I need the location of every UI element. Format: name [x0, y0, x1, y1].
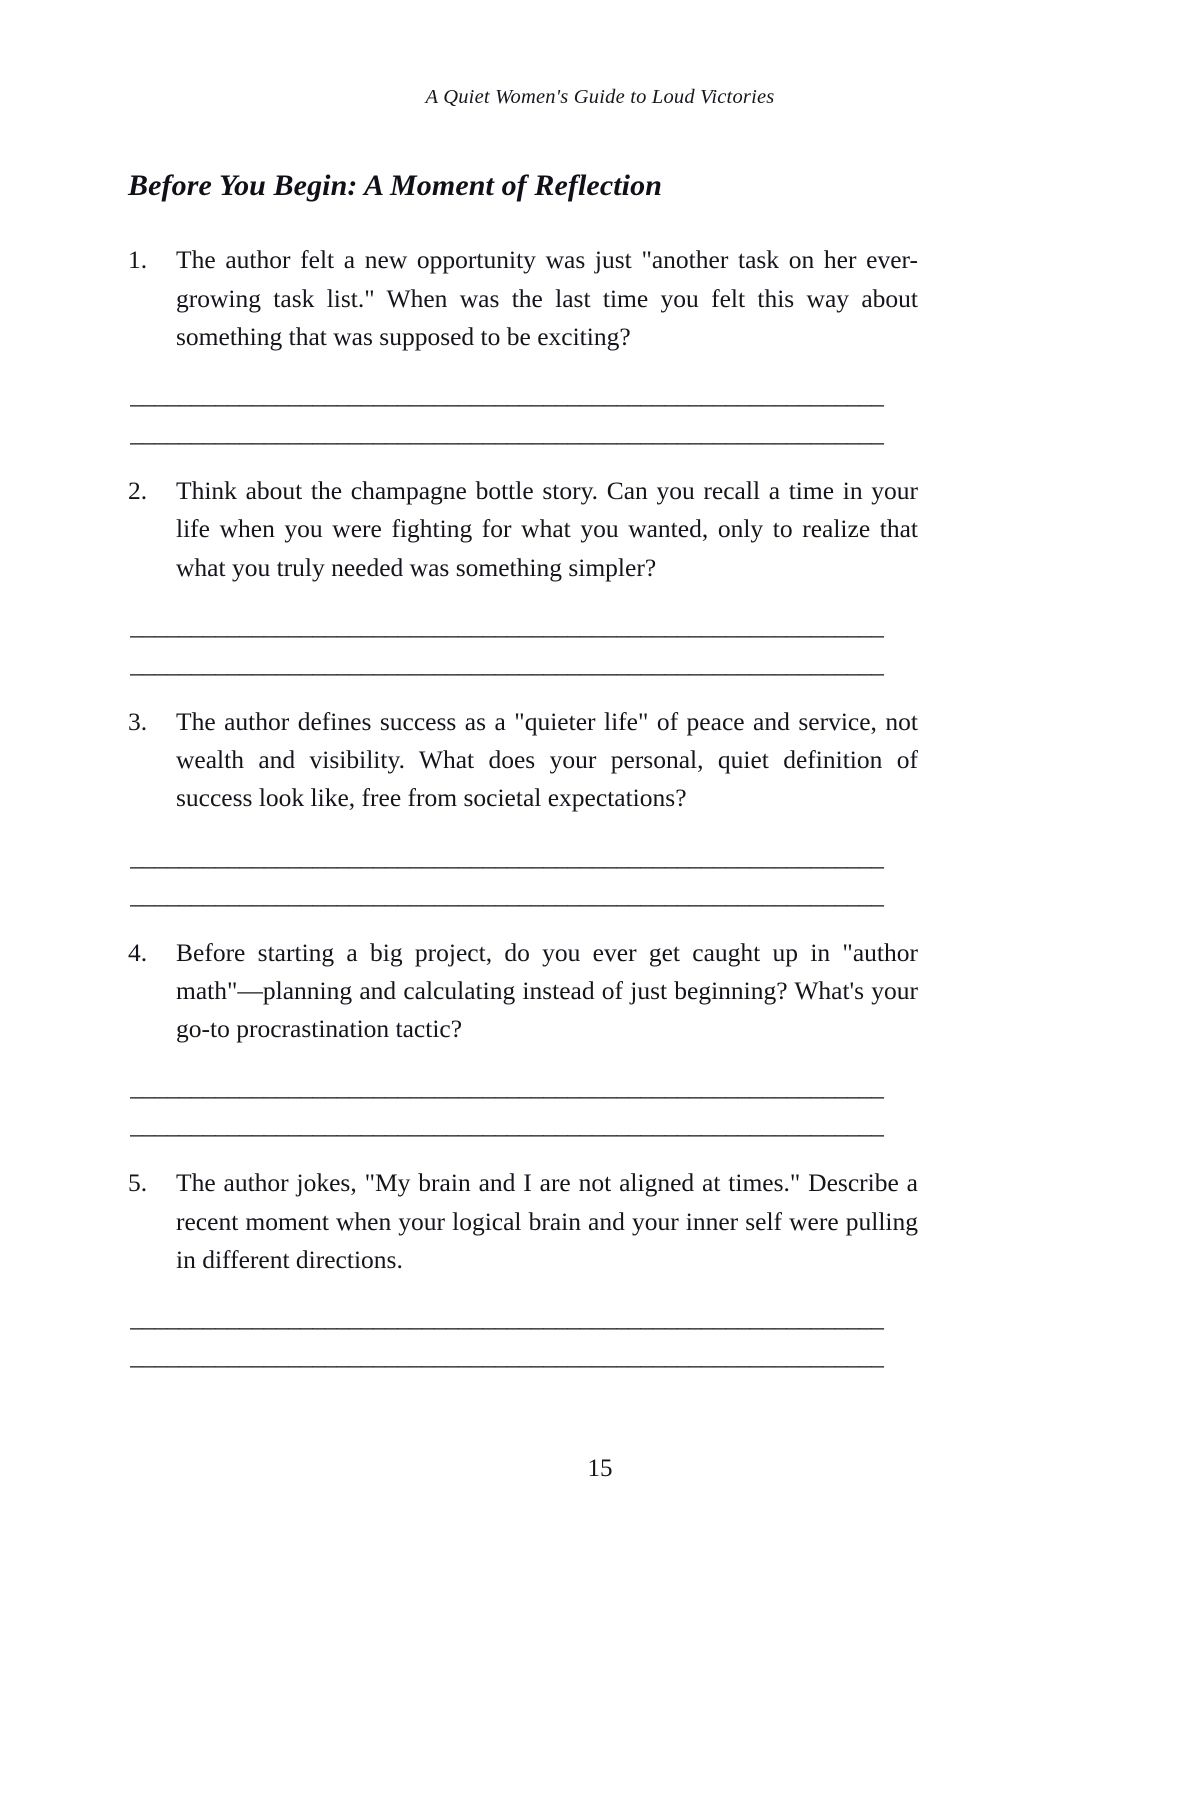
answer-line[interactable]: ______________________________________________________________	[130, 881, 884, 909]
answer-line[interactable]: ______________________________________________________________	[130, 382, 884, 410]
question-block	[128, 934, 918, 1151]
section-heading: Before You Begin: A Moment of Reflection	[128, 169, 662, 202]
question-row	[128, 241, 918, 356]
question-row	[128, 1164, 918, 1279]
answer-lines	[128, 1305, 918, 1381]
question-number: 2.	[128, 476, 148, 506]
answer-line[interactable]: ______________________________________________________________	[130, 612, 884, 640]
question-number: 4.	[128, 937, 148, 967]
answer-line[interactable]: ______________________________________________________________	[130, 843, 884, 871]
answer-line[interactable]: ______________________________________________________________	[130, 1074, 884, 1102]
question-text: Before starting a big project, do you ever get caught up in "author math"—planning and calculating instead of just beginning? What's your go-to procrastination tactic?	[176, 937, 918, 1044]
question-number: 5.	[128, 1168, 148, 1198]
answer-line[interactable]: ______________________________________________________________	[130, 1343, 884, 1371]
question-text: The author jokes, "My brain and I are not aligned at times." Describe a recent moment when your logical brain and your inner self were pulling in different directions.	[176, 1168, 918, 1274]
answer-lines	[128, 613, 918, 689]
answer-line[interactable]: ______________________________________________________________	[130, 420, 884, 448]
question-row	[128, 934, 918, 1049]
question-text: Think about the champagne bottle story. Can you recall a time in your life when you were fighting for what you wanted, only to realize that what you truly needed was something simpler?	[176, 476, 918, 582]
running-header: A Quiet Women's Guide to Loud Victories	[425, 86, 775, 108]
page-number: 15	[587, 1455, 613, 1482]
answer-lines	[128, 844, 918, 920]
question-row	[128, 472, 918, 587]
question-block	[128, 1164, 918, 1381]
question-text: The author felt a new opportunity was just "another task on her ever-growing task list." When was the last time you felt this way about something that was supposed to be exciting?	[176, 245, 918, 351]
question-block	[128, 241, 918, 458]
page-content	[128, 168, 918, 1395]
question-number: 1.	[128, 245, 148, 275]
answer-line[interactable]: ______________________________________________________________	[130, 1305, 884, 1333]
question-text: The author defines success as a "quieter life" of peace and service, not wealth and visibility. What does your personal, quiet definition of success look like, free from societal expectations?	[176, 706, 918, 813]
question-list	[128, 241, 918, 1381]
question-block	[128, 703, 918, 920]
question-row	[128, 703, 918, 818]
question-number: 3.	[128, 706, 148, 736]
answer-lines	[128, 382, 918, 458]
answer-line[interactable]: ______________________________________________________________	[130, 650, 884, 678]
answer-line[interactable]: ______________________________________________________________	[130, 1112, 884, 1140]
answer-lines	[128, 1074, 918, 1150]
question-block	[128, 472, 918, 689]
